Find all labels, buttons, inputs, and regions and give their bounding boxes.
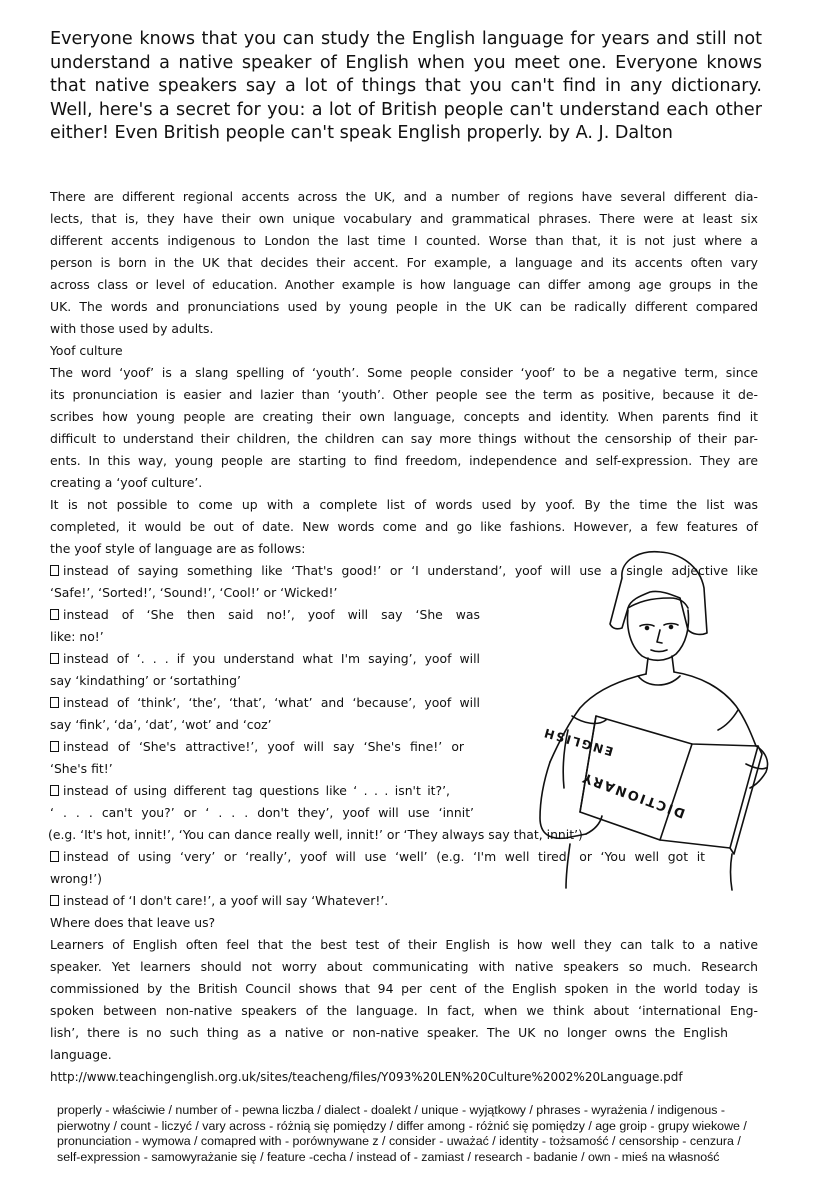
text-line: ‘ . . . can't you?’ or ‘ . . . don't they’, yoof will use ‘innit’ xyxy=(50,805,474,820)
text-line: spoken between non-native speakers of the language. In fact, when we think about ‘international Eng- xyxy=(50,1003,758,1018)
heading-yoof-culture: Yoof culture xyxy=(50,343,123,358)
text-line: instead of ‘She's attractive!’, yoof will say ‘She's fine!’ or xyxy=(50,736,464,758)
text-line: instead of ‘think’, ‘the’, ‘that’, ‘what’ and ‘because’, yoof will xyxy=(50,692,480,714)
paragraph-yoof-features xyxy=(50,494,758,560)
checkbox-bullet-icon xyxy=(50,609,59,620)
text-line: instead of saying something like ‘That's good!’ or ‘I understand’, yoof will use a single adjective like xyxy=(50,560,758,582)
text-line: instead of using different tag questions like ‘ . . . isn't it?’, xyxy=(50,780,450,802)
text-line: speaker. Yet learners should not worry about communicating with native speakers so much. Research xyxy=(50,959,758,974)
text-line: its pronunciation is easier and lazier than ‘youth’. Other people see the term as positive, because it de- xyxy=(50,387,758,402)
text-line: Learners of English often feel that the best test of their English is how well they can talk to a native xyxy=(50,937,758,952)
text-line: The word ‘yoof’ is a slang spelling of ‘youth’. Some people consider ‘yoof’ to be a negative term, since xyxy=(50,365,758,380)
text-line: scribes how young people are creating their own language, concepts and identity. When parents find it xyxy=(50,409,758,424)
source-url: http://www.teachingenglish.org.uk/sites/teacheng/files/Y093%20LEN%20Culture%2002%20Language.pdf xyxy=(50,1070,683,1084)
bullet-item xyxy=(50,560,758,604)
bullet-item xyxy=(50,692,480,736)
checkbox-bullet-icon xyxy=(50,565,59,576)
heading-where-does-that-leave-us: Where does that leave us? xyxy=(50,915,216,930)
text-line: person is born in the UK that decides their accent. For example, a language and its accents often vary xyxy=(50,255,758,270)
book-title-dictionary: DICTIONARY xyxy=(579,768,688,821)
bullet-item xyxy=(50,648,480,692)
text-line: creating a ‘yoof culture’. xyxy=(50,475,203,490)
text-line: the yoof style of language are as follows: xyxy=(50,541,306,556)
checkbox-bullet-icon xyxy=(50,697,59,708)
checkbox-bullet-icon xyxy=(50,851,59,862)
checkbox-bullet-icon xyxy=(50,785,59,796)
book-title-english: ENGLISH xyxy=(540,725,615,759)
intro-paragraph: Everyone knows that you can study the English language for years and still not understand a native speaker of English when you meet one. Everyone knows that native speakers say a lot of things that you can't find in any dictionary. Well, here's a secret for you: a lot of British people can't understand each other either! Even British people can't speak English properly. by A. J. Dalton xyxy=(50,29,762,143)
article-body xyxy=(50,186,758,1088)
text-line: There are different regional accents across the UK, and a number of regions have several different dia- xyxy=(50,189,758,204)
bullet-item xyxy=(50,604,480,648)
checkbox-bullet-icon xyxy=(50,895,59,906)
text-line: (e.g. ‘It's hot, innit!’, ‘You can dance really well, innit!’ or ‘They always say that, innit’) xyxy=(48,827,583,842)
text-line: ‘Safe!’, ‘Sorted!’, ‘Sound!’, ‘Cool!’ or ‘Wicked!’ xyxy=(50,585,338,600)
text-line: instead of ‘. . . if you understand what I'm saying’, yoof will xyxy=(50,648,480,670)
bullet-item xyxy=(50,890,758,912)
paragraph-learners xyxy=(50,934,758,1066)
bullet-item xyxy=(50,736,464,780)
bullet-item xyxy=(50,780,758,846)
paragraph-yoof-definition xyxy=(50,362,758,494)
text-line: ents. In this way, young people are starting to find freedom, independence and self-expression. They are xyxy=(50,453,758,468)
text-line: instead of ‘She then said no!’, yoof will say ‘She was xyxy=(50,604,480,626)
vocabulary-glossary: properly - właściwie / number of - pewna liczba / dialect - doalekt / unique - wyjątkowy / phrases - wyrażenia / indigenous - pierwotny / count - liczyć / vary across - różnią się pomiędzy / differ among - różnić się pomiędzy / age groip - grupy wiekowe / pronunciation - wymowa / comapred with - porównywane z / consider - uważać / identity - tożsamość / censorship - cenzura / self-expression - samowyrażanie się / feature -cecha / instead of - zamiast / research - badanie / own - mieś na własność xyxy=(57,1103,747,1164)
text-line: completed, it would be out of date. New words come and go like fashions. However, a few features of xyxy=(50,519,758,534)
text-line: with those used by adults. xyxy=(50,321,214,336)
text-line: say ‘kindathing’ or ‘sortathing’ xyxy=(50,673,241,688)
text-line: instead of using ‘very’ or ‘really’, yoof will use ‘well’ (e.g. ‘I'm well tired’ or ‘You well got it xyxy=(50,846,705,868)
bullet-item xyxy=(50,846,758,890)
text-line: say ‘fink’, ‘da’, ‘dat’, ‘wot’ and ‘coz’ xyxy=(50,717,272,732)
text-line: across class or level of education. Another example is how language can differ among age groups in the xyxy=(50,277,758,292)
text-line: wrong!’) xyxy=(50,871,102,886)
paragraph-regional-accents xyxy=(50,186,758,340)
text-line: different accents indigenous to London the last time I counted. Worse than that, it is not just where a xyxy=(50,233,758,248)
text-line: instead of ‘I don't care!’, a yoof will say ‘Whatever!’. xyxy=(50,890,758,912)
text-line: UK. The words and pronunciations used by young people in the UK can be radically different compared xyxy=(50,299,758,314)
text-line: difficult to understand their children, the children can say more things without the censorship of their par- xyxy=(50,431,758,446)
text-line: like: no!’ xyxy=(50,629,104,644)
text-line: ‘She's fit!’ xyxy=(50,761,113,776)
text-line: commissioned by the British Council shows that 94 per cent of the English spoken in the world today is xyxy=(50,981,758,996)
text-line: language. xyxy=(50,1047,112,1062)
text-line: It is not possible to come up with a complete list of words used by yoof. By the time the list was xyxy=(50,497,758,512)
text-line: lish’, there is no such thing as a native or non-native speaker. The UK no longer owns the English xyxy=(50,1025,728,1040)
text-line: lects, that is, they have their own unique vocabulary and grammatical phrases. There were at least six xyxy=(50,211,758,226)
checkbox-bullet-icon xyxy=(50,653,59,664)
checkbox-bullet-icon xyxy=(50,741,59,752)
